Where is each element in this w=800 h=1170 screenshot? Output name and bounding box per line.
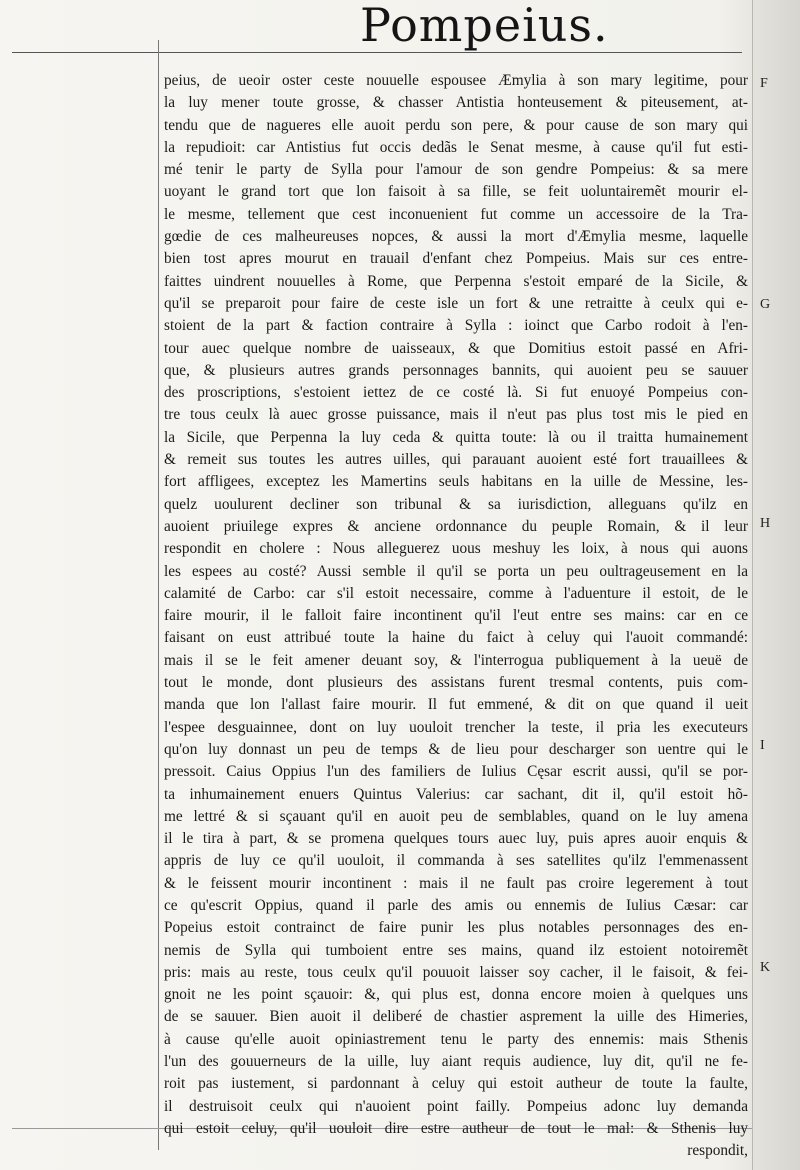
text-line: respondit, xyxy=(687,1142,748,1160)
text-line: quelz uoulurent decliner son tribunal & sa iurisdiction, alleguans qu'ilz en xyxy=(164,495,748,513)
text-line: l'un des gouuerneurs de la uille, luy aiant requis audience, luy dit, qu'il ne fe- xyxy=(164,1053,748,1071)
text-line: il le tira à part, & se promena quelques tours auec luy, puis apres auoir enquis & xyxy=(164,830,748,848)
text-line: nemis de Sylla qui tumboient entre ses mains, quand ilz estoient notoiremẽt xyxy=(164,941,748,959)
text-line: me lettré & si sçauant qu'il en auoit peu de semblables, quand on le luy amena xyxy=(164,807,748,825)
page-edge-rule xyxy=(752,0,753,1170)
text-line: uoyant le grand tort que lon faisoit à sa fille, se feit uoluntairemẽt mourir el- xyxy=(164,183,748,201)
text-line: la repudioit: car Antistius fut occis dedãs le Senat mesme, à cause qu'il fut esti- xyxy=(164,138,748,156)
running-title: Pompeius. xyxy=(360,0,609,52)
text-line: le mesme, tellement que cest inconuenient fut comme un accessoire de la Tra- xyxy=(164,205,748,223)
text-line: auoient priuilege expres & anciene ordonnance du peuple Romain, & il leur xyxy=(164,517,748,535)
text-line: stoient de la part & faction contraire à Sylla : ioinct que Carbo rodoit à l'en- xyxy=(164,317,748,335)
text-line: qui estoit celuy, qu'il uouloit dire estre autheur de tout le mal: & Sthenis luy xyxy=(164,1119,748,1137)
text-line: qu'il se preparoit pour faire de ceste isle un fort & une retraitte à ceulx qui e- xyxy=(164,294,748,312)
text-line: pressoit. Caius Oppius l'un des familiers de Iulius Cęsar escrit aussi, qu'il se por- xyxy=(164,763,748,781)
text-line: gœdie de ces malheureuses nopces, & aussi la mort d'Æmylia mesme, laquelle xyxy=(164,228,748,246)
text-line: ce qu'escrit Oppius, quand il parle des amis ou ennemis de Iulius Cæsar: car xyxy=(164,896,748,914)
text-line: à cause qu'elle auoit opiniastrement tenu le party des ennemis: mais Sthenis xyxy=(164,1030,748,1048)
text-line: l'espee desguainnee, dont on luy uouloit trencher la teste, il pria les executeurs xyxy=(164,718,748,736)
text-line: manda que lon l'allast faire mourir. Il fut emmené, & dit on que quand il ueit xyxy=(164,696,748,714)
header-rule xyxy=(12,52,742,53)
text-line: tour auec quelque nombre de uaisseaux, & que Domitius estoit passé en Afri- xyxy=(164,339,748,357)
text-line: de se sauuer. Bien auoit il deliberé de chastier asprement la uille des Himeries, xyxy=(164,1008,748,1026)
body-text xyxy=(164,70,748,1163)
text-line: faittes uindrent nouuelles à Rome, que Perpenna s'estoit emparé de la Sicile, & xyxy=(164,272,748,290)
text-line: fort affligees, exceptez les Mamertins seuls habitans en la uille de Messine, les- xyxy=(164,473,748,491)
text-line: il destruisoit ceulx qui n'auoient point failly. Pompeius adonc luy demanda xyxy=(164,1097,748,1115)
text-line: qu'on luy donnast un peu de temps & de lieu pour descharger son uentre qui le xyxy=(164,740,748,758)
text-line: la Sicile, que Perpenna la luy ceda & quitta toute: là ou il traitta humainement xyxy=(164,428,748,446)
text-line: tendu que de nagueres elle auoit perdu son pere, & pour cause de son mary qui xyxy=(164,116,748,134)
text-line: gnoit ne les point sçauoir: &, qui plus est, donna encore moien à quelques uns xyxy=(164,986,748,1004)
text-line: bien tost apres mourut en trauail d'enfant chez Pompeius. Mais sur ces entre- xyxy=(164,250,748,268)
text-line: que, & plusieurs autres grands personnages bannits, qui auoient peu se sauuer xyxy=(164,361,748,379)
margin-letter: I xyxy=(760,738,765,753)
text-line: peius, de ueoir oster ceste nouuelle espousee Æmylia à son mary legitime, pour xyxy=(164,72,748,89)
text-line: faisant on eust attribué toute la haine du faict à celuy qui l'auoit commandé: xyxy=(164,629,748,647)
text-line: appris de luy ce qu'il uouloit, il commanda à ses satellites qu'ilz l'emmenassent xyxy=(164,852,748,870)
text-line: la luy mener toute grosse, & chasser Antistia honteusement & piteusement, at- xyxy=(164,94,748,112)
text-line: mé tenir le party de Sylla pour l'amour de son gendre Pompeius: & sa mere xyxy=(164,161,748,179)
text-line: faire mourir, il le falloit faire incontinent qu'il l'eut entre ses mains: car en ce xyxy=(164,607,748,625)
margin-letter: F xyxy=(760,76,768,91)
text-line: calamité de Carbo: car s'il estoit necessaire, comme à l'aduenture il estoit, de le xyxy=(164,584,748,602)
text-line: mais il se le feit amener deuant soy, & l'interrogua publiquement à la ueuë de xyxy=(164,651,748,669)
text-line: & le feissent mourir incontinent : mais il ne fault pas croire legerement à tout xyxy=(164,874,748,892)
page-edge-shadow xyxy=(752,0,800,1170)
margin-letter: G xyxy=(760,297,771,312)
text-line: les espees au costé? Aussi semble il qu'il se porta un peu oultrageusement en la xyxy=(164,562,748,580)
margin-letter: H xyxy=(760,516,771,531)
text-line: pris: mais au reste, tous ceulx qu'il pouuoit laisser soy cacher, il le faisoit, & fei- xyxy=(164,963,748,981)
text-line: & remeit sus toutes les autres uilles, qui parauant auoient esté fort trauaillees & xyxy=(164,451,748,469)
text-line: des proscriptions, s'estoient iettez de ce costé là. Si fut enuoyé Pompeius con- xyxy=(164,384,748,402)
left-margin-rule xyxy=(158,40,159,1150)
text-line: Popeius estoit contrainct de faire punir les plus notables personnages des en- xyxy=(164,919,748,937)
text-line: tout le monde, dont plusieurs des assistans furent tresmal contents, puis com- xyxy=(164,674,748,692)
text-line: respondit en cholere : Nous alleguerez uous meshuy les loix, à nous qui auons xyxy=(164,540,748,558)
text-line: ta inhumainement enuers Quintus Valerius: car sachant, dit il, qu'il estoit hõ- xyxy=(164,785,748,803)
text-line: tre tous ceulx là auec grosse puissance, mais il n'eut pas plus tost mis le pied en xyxy=(164,406,748,424)
margin-letter: K xyxy=(760,960,771,975)
text-line: roit pas iustement, si pardonnant à celuy qui estoit autheur de toute la faulte, xyxy=(164,1075,748,1093)
